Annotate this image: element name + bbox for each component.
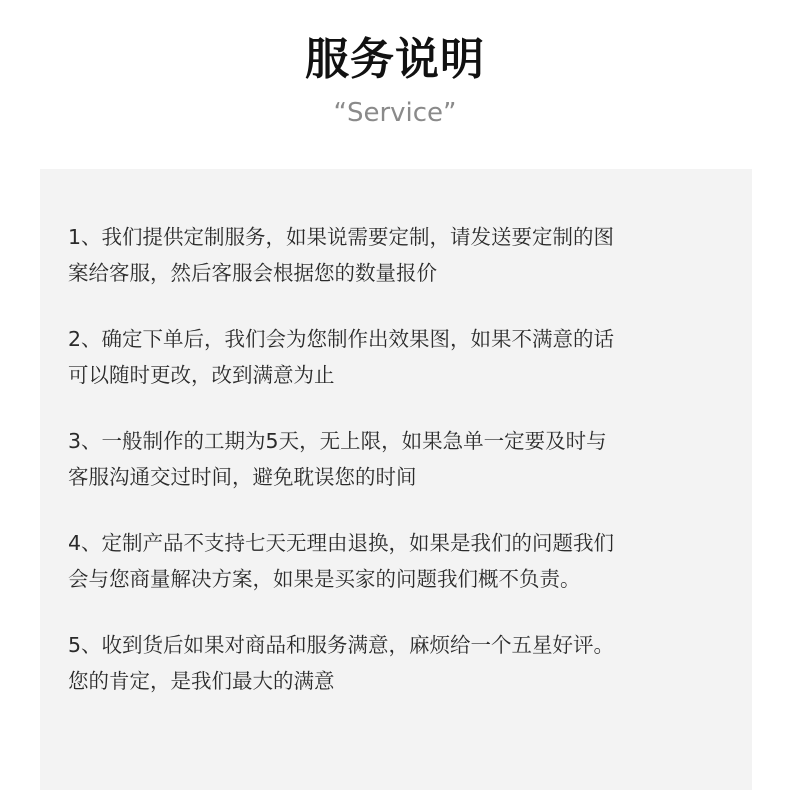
service-note-2: [68, 321, 728, 393]
service-note-5: [68, 627, 728, 699]
service-note-1-line-2: 案给客服，然后客服会根据您的数量报价: [68, 261, 437, 285]
service-note-3: [68, 423, 728, 495]
service-note-3-line-2: 客服沟通交过时间，避免耽误您的时间: [68, 465, 417, 489]
page-subtitle: “Service”: [333, 98, 457, 128]
service-note-4-line-1: 4、定制产品不支持七天无理由退换，如果是我们的问题我们: [68, 531, 615, 555]
service-note-4-line-2: 会与您商量解决方案，如果是买家的问题我们概不负责。: [68, 567, 581, 591]
service-note-3-line-1: 3、一般制作的工期为5天，无上限，如果急单一定要及时与: [68, 429, 607, 453]
service-note-2-line-2: 可以随时更改，改到满意为止: [68, 363, 335, 387]
service-notes-panel: [40, 169, 752, 790]
service-note-2-line-1: 2、确定下单后，我们会为您制作出效果图，如果不满意的话: [68, 327, 615, 351]
service-notes-list: [68, 219, 728, 729]
service-note-1: [68, 219, 728, 291]
service-note-5-line-1: 5、收到货后如果对商品和服务满意，麻烦给一个五星好评。: [68, 633, 615, 657]
service-note-4: [68, 525, 728, 597]
service-note-5-line-2: 您的肯定，是我们最大的满意: [68, 669, 335, 693]
service-note-1-line-1: 1、我们提供定制服务，如果说需要定制，请发送要定制的图: [68, 225, 615, 249]
page-title: 服务说明: [305, 34, 485, 85]
